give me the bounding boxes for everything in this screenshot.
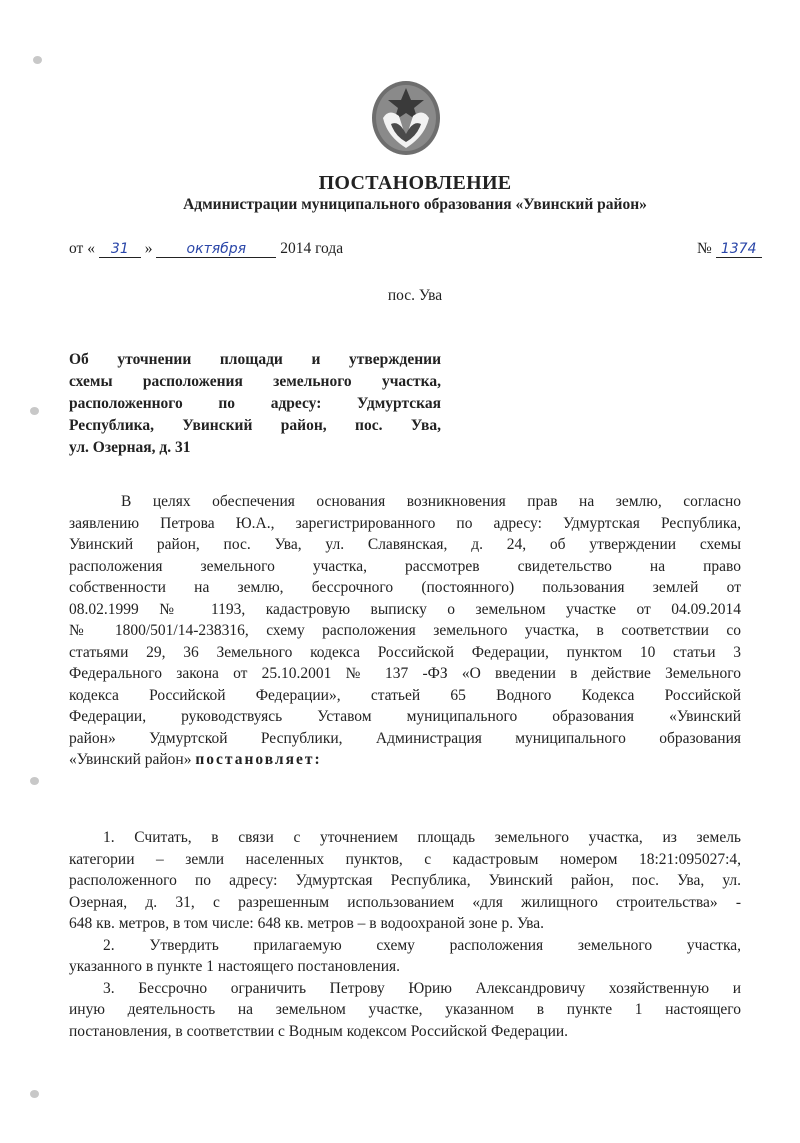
preamble-verb: постановляет: <box>195 751 322 768</box>
preamble-line: заявлению Петрова Ю.А., зарегистрированного по адресу: Удмуртская Республика, <box>69 514 741 532</box>
item-line: указанного в пункте 1 настоящего постановления. <box>69 958 401 975</box>
subject-line: Республика, Увинский район, пос. Ува, <box>69 417 441 434</box>
preamble-line: Увинский район, пос. Ува, ул. Славянская, д. 24, об утверждении схемы <box>69 536 741 553</box>
subject-line: ул. Озерная, д. 31 <box>69 439 191 456</box>
coat-of-arms-emblem <box>369 78 443 158</box>
resolution-item-3 <box>69 978 741 1043</box>
scan-speck <box>33 56 42 64</box>
item-line: 1. Считать, в связи с уточнением площадь земельного участка, из земель <box>103 829 741 846</box>
document-number-line <box>697 240 762 258</box>
scan-speck <box>30 777 39 785</box>
preamble-line: район» Удмуртской Республики, Администрация муниципального образования <box>69 729 741 747</box>
preamble-line: В целях обеспечения основания возникновения прав на землю, согласно <box>121 493 741 510</box>
document-subtitle: Администрации муниципального образования «Увинский район» <box>183 196 647 213</box>
subject-line: Об уточнении площади и утверждении <box>69 351 441 368</box>
preamble-line: Федерации, руководствуясь Уставом муниципального образования «Увинский <box>69 708 741 725</box>
resolution-items <box>69 827 741 1042</box>
subject-line: расположенного по адресу: Удмуртская <box>69 395 441 412</box>
preamble-line: 08.02.1999 № 1193, кадастровую выписку о земельном участке от 04.09.2014 <box>69 600 741 618</box>
date-prefix: от « <box>69 240 95 257</box>
date-month-handwritten: октября <box>156 241 276 258</box>
subject-heading <box>69 349 441 459</box>
date-suffix: 2014 года <box>280 240 344 257</box>
preamble-paragraph <box>69 491 741 771</box>
preamble-line: № 1800/501/14-238316, схему расположения земельного участка, в соответствии со <box>69 622 741 639</box>
subject-line: схемы расположения земельного участка, <box>69 373 441 390</box>
resolution-item-1 <box>69 827 741 935</box>
item-line: 2. Утвердить прилагаемую схему расположения земельного участка, <box>103 936 741 954</box>
place-of-issue: пос. Ува <box>387 287 443 304</box>
document-title: ПОСТАНОВЛЕНИЕ <box>318 172 512 194</box>
document-number-handwritten: 1374 <box>716 241 762 258</box>
scan-speck <box>30 407 39 415</box>
item-line: категории – земли населенных пунктов, с кадастровым номером 18:21:095027:4, <box>69 850 741 868</box>
item-line: иную деятельность на земельном участке, указанном в пункте 1 настоящего <box>69 1001 741 1018</box>
item-line: Озерная, д. 31, с разрешенным использованием «для жилищного строительства» - <box>69 893 741 911</box>
scan-speck <box>30 1090 39 1098</box>
preamble-line: Федерального закона от 25.10.2001 № 137 -ФЗ «О введении в действие Земельного <box>69 665 741 682</box>
date-mid: » <box>144 240 153 257</box>
preamble-line: «Увинский район» <box>69 751 192 768</box>
number-prefix: № <box>697 240 712 257</box>
date-line <box>69 240 343 258</box>
date-day-handwritten: 31 <box>99 241 141 258</box>
item-line: 3. Бессрочно ограничить Петрову Юрию Александровичу хозяйственную и <box>103 979 741 997</box>
preamble-line: расположения земельного участка, рассмотрев свидетельство на право <box>69 557 741 575</box>
preamble-line: собственности на землю, бессрочного (постоянного) пользования землей от <box>69 579 741 596</box>
preamble-line: кодекса Российской Федерации», статьей 65 Водного Кодекса Российской <box>69 686 741 704</box>
preamble-last-line <box>69 749 741 771</box>
item-line: постановления, в соответствии с Водным кодексом Российской Федерации. <box>69 1022 569 1040</box>
preamble-line: статьями 29, 36 Земельного кодекса Российской Федерации, пунктом 10 статьи 3 <box>69 643 741 661</box>
resolution-item-2 <box>69 935 741 978</box>
item-line: расположенного по адресу: Удмуртская Республика, Увинский район, пос. Ува, ул. <box>69 872 741 889</box>
item-line: 648 кв. метров, в том числе: 648 кв. метров – в водоохраной зоне р. Ува. <box>69 915 545 932</box>
